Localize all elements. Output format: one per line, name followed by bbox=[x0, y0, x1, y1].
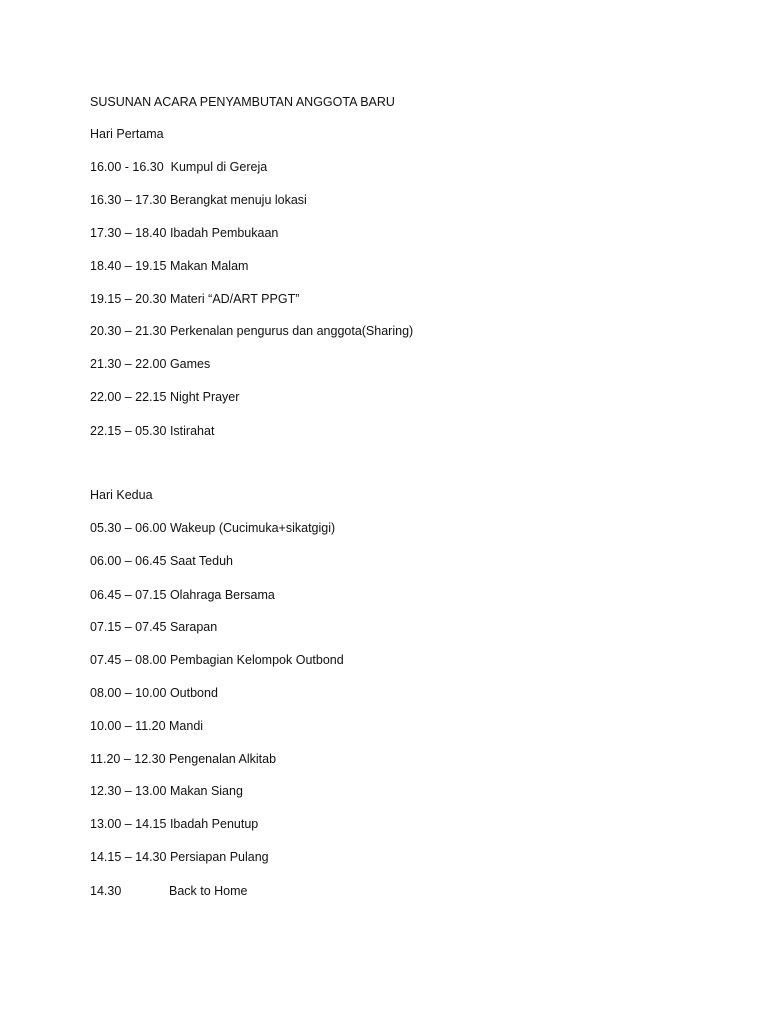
schedule-item bbox=[90, 520, 335, 536]
schedule-time: 19.15 – 20.30 bbox=[90, 292, 167, 306]
schedule-item bbox=[90, 258, 248, 274]
schedule-item bbox=[90, 291, 299, 307]
schedule-item bbox=[90, 816, 258, 832]
schedule-activity: Kumpul di Gereja bbox=[167, 160, 268, 174]
schedule-activity: Persiapan Pulang bbox=[169, 850, 269, 864]
schedule-activity: Pembagian Kelompok Outbond bbox=[169, 653, 344, 667]
schedule-time: 17.30 – 18.40 bbox=[90, 226, 167, 240]
schedule-item bbox=[90, 225, 278, 241]
schedule-item bbox=[90, 685, 218, 701]
schedule-activity: Outbond bbox=[169, 686, 218, 700]
schedule-item bbox=[90, 751, 276, 767]
schedule-time: 11.20 – 12.30 bbox=[90, 752, 166, 766]
schedule-activity: Berangkat menuju lokasi bbox=[169, 193, 307, 207]
schedule-activity: Pengenalan Alkitab bbox=[169, 752, 277, 766]
schedule-item bbox=[90, 192, 307, 208]
schedule-time: 07.15 – 07.45 bbox=[90, 620, 167, 634]
schedule-time: 13.00 – 14.15 bbox=[90, 817, 167, 831]
schedule-time: 12.30 – 13.00 bbox=[90, 784, 167, 798]
schedule-activity: Materi “AD/ART PPGT” bbox=[169, 292, 300, 306]
schedule-item bbox=[90, 323, 413, 339]
schedule-item bbox=[90, 587, 275, 603]
schedule-activity: Games bbox=[169, 357, 211, 371]
schedule-item bbox=[90, 718, 203, 734]
schedule-time: 14.30 bbox=[90, 884, 122, 898]
schedule-activity: Wakeup (Cucimuka+sikatgigi) bbox=[169, 521, 336, 535]
schedule-activity: Olahraga Bersama bbox=[169, 588, 275, 602]
schedule-time: 06.00 – 06.45 bbox=[90, 554, 167, 568]
schedule-time: 22.15 – 05.30 bbox=[90, 424, 167, 438]
day1-heading: Hari Pertama bbox=[90, 127, 164, 141]
schedule-time: 05.30 – 06.00 bbox=[90, 521, 167, 535]
schedule-item bbox=[90, 652, 344, 668]
document-title: SUSUNAN ACARA PENYAMBUTAN ANGGOTA BARU bbox=[90, 95, 395, 109]
schedule-activity: Back to Home bbox=[169, 884, 248, 898]
schedule-time: 20.30 – 21.30 bbox=[90, 324, 167, 338]
schedule-item bbox=[90, 159, 267, 175]
schedule-time: 16.30 – 17.30 bbox=[90, 193, 167, 207]
schedule-time: 10.00 – 11.20 bbox=[90, 719, 166, 733]
schedule-item bbox=[90, 619, 217, 635]
schedule-time: 16.00 - 16.30 bbox=[90, 160, 164, 174]
schedule-activity: Ibadah Pembukaan bbox=[169, 226, 279, 240]
schedule-activity: Makan Malam bbox=[169, 259, 249, 273]
schedule-time: 08.00 – 10.00 bbox=[90, 686, 167, 700]
schedule-item bbox=[90, 849, 269, 865]
schedule-time: 14.15 – 14.30 bbox=[90, 850, 167, 864]
schedule-item bbox=[90, 389, 239, 405]
schedule-time: 07.45 – 08.00 bbox=[90, 653, 167, 667]
schedule-activity: Sarapan bbox=[169, 620, 218, 634]
schedule-item bbox=[90, 553, 233, 569]
schedule-activity: Ibadah Penutup bbox=[169, 817, 259, 831]
schedule-item bbox=[90, 423, 214, 439]
day2-heading: Hari Kedua bbox=[90, 488, 153, 502]
schedule-activity: Perkenalan pengurus dan anggota(Sharing) bbox=[169, 324, 414, 338]
schedule-time: 18.40 – 19.15 bbox=[90, 259, 167, 273]
schedule-time: 22.00 – 22.15 bbox=[90, 390, 167, 404]
schedule-activity: Makan Siang bbox=[169, 784, 243, 798]
schedule-activity: Istirahat bbox=[169, 424, 215, 438]
schedule-activity: Mandi bbox=[169, 719, 204, 733]
schedule-time: 06.45 – 07.15 bbox=[90, 588, 167, 602]
schedule-item bbox=[90, 356, 210, 372]
schedule-activity: Night Prayer bbox=[169, 390, 240, 404]
schedule-time: 21.30 – 22.00 bbox=[90, 357, 167, 371]
schedule-activity: Saat Teduh bbox=[169, 554, 233, 568]
schedule-item bbox=[90, 783, 243, 799]
schedule-item bbox=[90, 883, 248, 899]
